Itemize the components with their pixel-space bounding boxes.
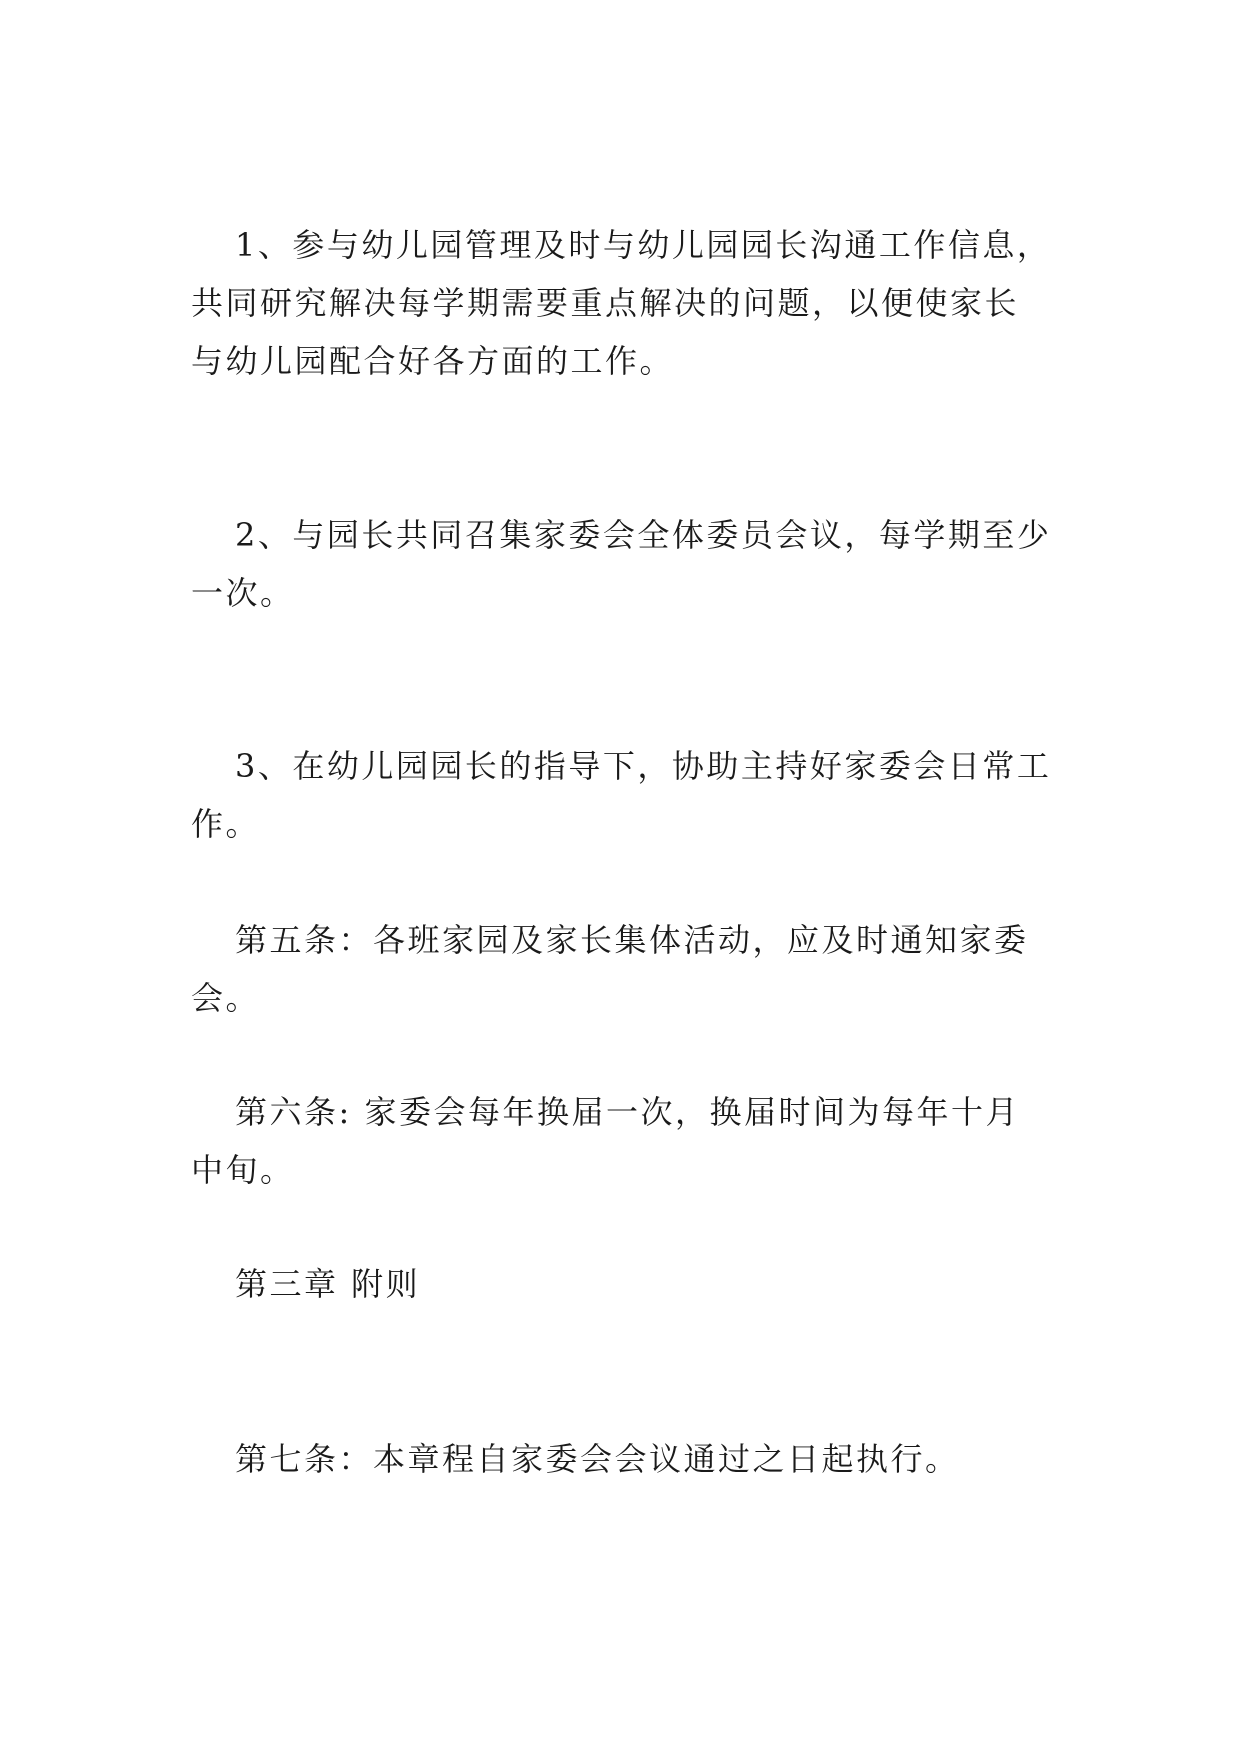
article-7-paragraph: 第七条：本章程自家委会会议通过之日起执行。 <box>235 1440 960 1478</box>
article-6-paragraph: 第六条: 家委会每年换届一次，换届时间为每年十月中旬。 <box>191 1093 1020 1189</box>
paragraph-item-3: 3、在幼儿园园长的指导下，协助主持好家委会日常工作。 <box>191 747 1052 843</box>
chapter-3-heading: 第三章 附则 <box>235 1265 421 1303</box>
paragraph-item-1: 1、参与幼儿园管理及时与幼儿园园长沟通工作信息，共同研究解决每学期需要重点解决的问题，以便使家长与幼儿园配合好各方面的工作。 <box>191 226 1052 380</box>
paragraph-item-2: 2、与园长共同召集家委会全体委员会议，每学期至少一次。 <box>191 516 1052 612</box>
article-5-paragraph: 第五条：各班家园及家长集体活动，应及时通知家委会。 <box>191 921 1029 1017</box>
